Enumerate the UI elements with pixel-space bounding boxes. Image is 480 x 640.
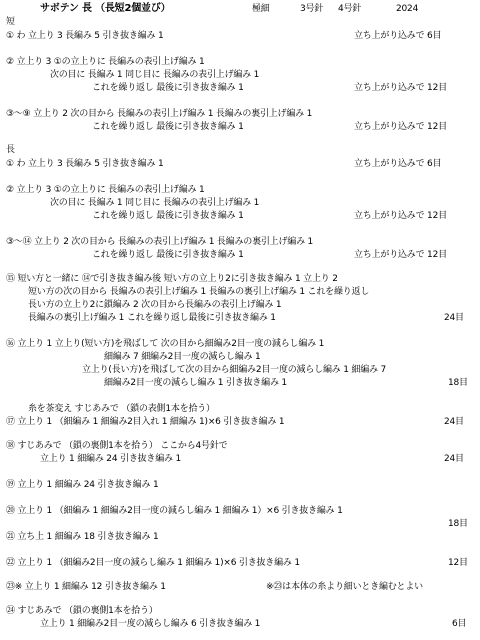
short-row-2-count: 立ち上がり込みで 12目 — [354, 83, 447, 93]
needle-size-1: 3号針 — [300, 4, 324, 14]
short-row-3-9-line-2: これを繰り返し 最後に引き抜き編み 1 — [92, 122, 244, 132]
pattern-year: 2024 — [396, 4, 419, 14]
row-15-line-2: 短い方の次の目から 長編みの表引上げ編み 1 長編みの裏引上げ編み 1 これを繰り返し — [28, 287, 370, 297]
row-16-line-4: 細編み2目一度の減らし編み 1 引き抜き編み 1 — [104, 378, 287, 388]
short-row-2-line-1: ② 立上り 3 ①の立上りに 長編みの表引上げ編み 1 — [6, 57, 205, 67]
yarn-type: 極細 — [252, 4, 270, 14]
long-row-3-14-line-2: これを繰り返し 最後に引き抜き編み 1 — [92, 250, 244, 260]
row-19: ⑲ 立上り 1 細編み 24 引き抜き編み 1 — [6, 480, 159, 490]
row-22-count: 12目 — [448, 558, 468, 568]
row-20-count: 18目 — [448, 519, 468, 529]
row-17-count: 24目 — [444, 417, 464, 427]
long-row-1: ① わ 立上り 3 長編み 5 引き抜き編み 1 — [6, 159, 164, 169]
row-21: ㉑ 立ち上 1 細編み 18 引き抜き編み 1 — [6, 532, 159, 542]
row-23: ㉓※ 立上り 1 細編み 12 引き抜き編み 1 — [6, 582, 166, 592]
row-24-line-1: ㉔ すじあみで （鎖の裏側1本を拾う） — [6, 606, 158, 616]
row-23-note: ※㉓は本体の糸より細いとき編むとよい — [266, 582, 423, 592]
short-row-2-line-2: 次の目に 長編み 1 同じ目に 長編みの表引上げ編み 1 — [50, 70, 260, 80]
long-row-2-count: 立ち上がり込みで 12目 — [354, 211, 447, 221]
short-row-3-9-count: 立ち上がり込みで 12目 — [354, 122, 447, 132]
short-row-3-9-line-1: ③～⑨ 立上り 2 次の目から 長編みの表引上げ編み 1 長編みの裏引上げ編み 1 — [6, 109, 313, 119]
row-18-line-2: 立上り 1 細編み 24 引き抜き編み 1 — [40, 454, 182, 464]
row-18-line-1: ⑱ すじあみで （鎖の裏側1本を拾う） ここから4号針で — [6, 441, 228, 451]
row-22: ㉒ 立上り 1 （細編み2目一度の減らし編み 1 細編み 1)×6 引き抜き編み 1 — [6, 558, 300, 568]
long-row-2-line-1: ② 立上り 3 ①の立上りに 長編みの表引上げ編み 1 — [6, 185, 205, 195]
short-row-1: ① わ 立上り 3 長編み 5 引き抜き編み 1 — [6, 31, 164, 41]
row-15-count: 24目 — [444, 313, 464, 323]
section-long-heading: 長 — [6, 145, 15, 155]
row-24-line-2: 立上り 1 細編み2目一度の減らし編み 6 引き抜き編み 1 — [40, 619, 261, 629]
short-row-1-count: 立ち上がり込みで 6目 — [354, 31, 442, 41]
long-row-1-count: 立ち上がり込みで 6目 — [354, 159, 442, 169]
row-17-note: 糸を茶変え すじあみで （鎖の表側1本を拾う） — [28, 404, 215, 414]
long-row-2-line-2: 次の目に 長編み 1 同じ目に 長編みの表引上げ編み 1 — [50, 198, 260, 208]
row-17: ⑰ 立上り 1 （細編み 1 細編み2目入れ 1 細編み 1)×6 引き抜き編み 1 — [6, 417, 285, 427]
row-18-count: 24目 — [444, 454, 464, 464]
row-20: ⑳ 立上り 1 （細編み 1 細編み2目一度の減らし編み 1 細編み 1）×6 引き抜き編み 1 — [6, 506, 343, 516]
row-16-line-1: ⑯ 立上り 1 立上り(短い方)を飛ばして 次の目から細編み2目一度の減らし編み 1 — [6, 339, 325, 349]
long-row-3-14-line-1: ③～⑭ 立上り 2 次の目から 長編みの表引上げ編み 1 長編みの裏引上げ編み 1 — [6, 237, 314, 247]
row-16-line-2: 細編み 7 細編み2目一度の減らし編み 1 — [104, 352, 261, 362]
short-row-2-line-3: これを繰り返し 最後に引き抜き編み 1 — [92, 83, 244, 93]
row-15-line-1: ⑮ 短い方と一緒に ⑭で引き抜き編み後 短い方の立上り2に引き抜き編み 1 立上り 2 — [6, 274, 338, 284]
needle-size-2: 4号針 — [338, 4, 362, 14]
row-16-line-3: 立上り(長い方)を飛ばして次の目から細編み2目一度の減らし編み 1 細編み 7 — [82, 365, 386, 375]
row-16-count: 18目 — [448, 378, 468, 388]
section-short-heading: 短 — [6, 17, 15, 27]
row-15-line-3: 長い方の立上り2に鎖編み 2 次の目から長編みの表引上げ編み 1 — [28, 300, 282, 310]
long-row-3-14-count: 立ち上がり込みで 12目 — [354, 250, 447, 260]
row-24-count: 6目 — [452, 619, 467, 629]
long-row-2-line-3: これを繰り返し 最後に引き抜き編み 1 — [92, 211, 244, 221]
row-15-line-4: 長編みの裏引上げ編み 1 これを繰り返し最後に引き抜き編み 1 — [28, 313, 276, 323]
pattern-title: サボテン 長 （長短2個並び） — [40, 3, 171, 14]
